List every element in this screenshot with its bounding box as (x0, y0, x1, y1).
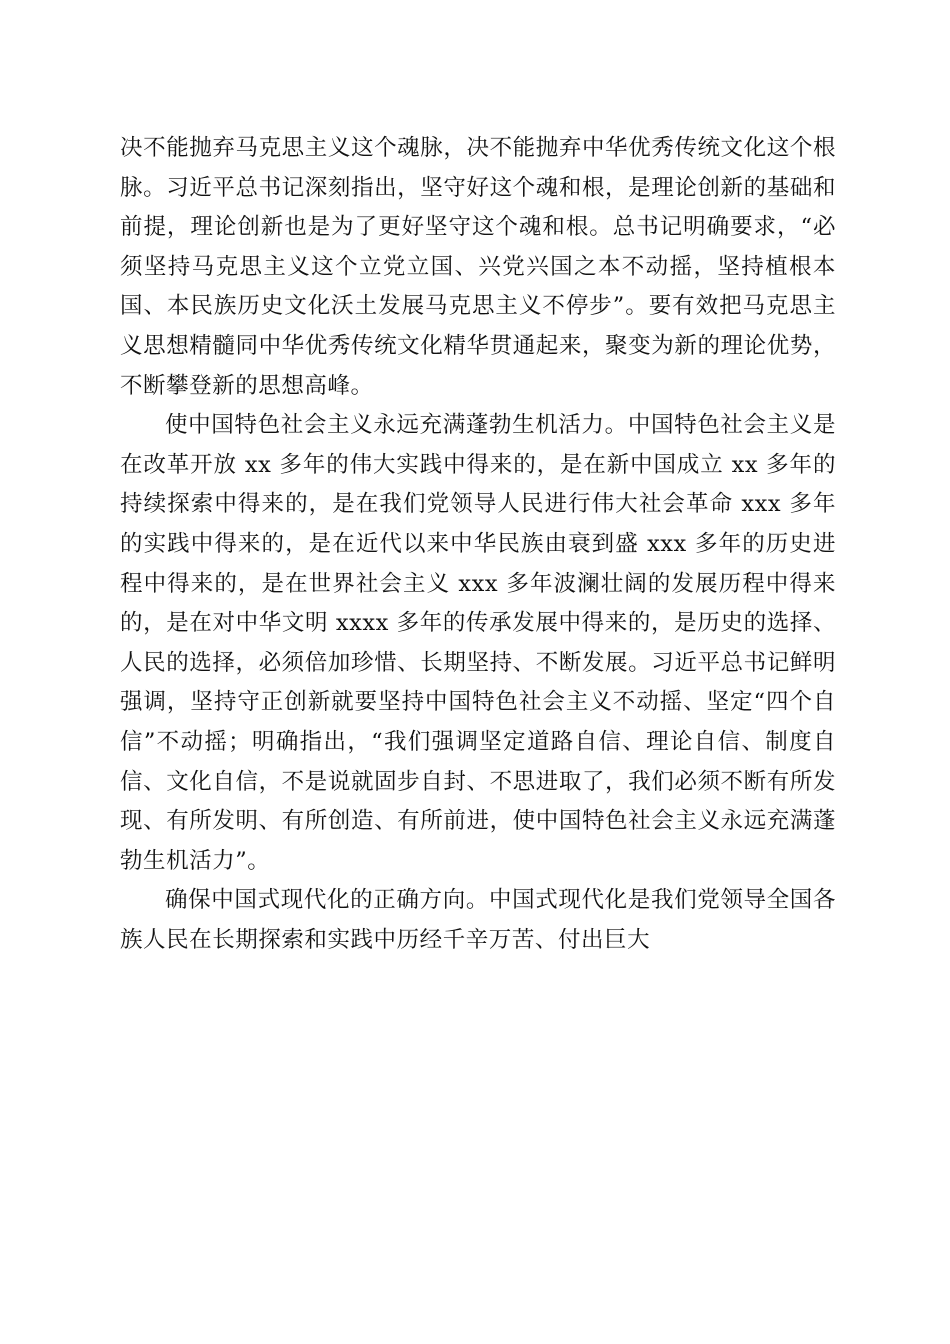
paragraph-continued: 决不能抛弃马克思主义这个魂脉，决不能抛弃中华优秀传统文化这个根脉。习近平总书记深刻指出，坚守好这个魂和根，是理论创新的基础和前提，理论创新也是为了更好坚守这个魂和根。总书记明确要求，“必须坚持马克思主义这个立党立国、兴党兴国之本不动摇，坚持植根本国、本民族历史文化沃土发展马克思主义不停步”。要有效把马克思主义思想精髓同中华优秀传统文化精华贯通起来，聚变为新的理论优势，不断攀登新的思想高峰。 (120, 135, 836, 399)
paragraph-socialism-vitality: 使中国特色社会主义永远充满蓬勃生机活力。中国特色社会主义是在改革开放 xx 多年的伟大实践中得来的，是在新中国成立 xx 多年的持续探索中得来的，是在我们党领导人民进行伟大社会革命 xxx 多年的实践中得来的，是在近代以来中华民族由衰到盛 xxx 多年的历史进程中得来的，是在世界社会主义 xxx 多年波澜壮阔的发展历程中得来的，是在对中华文明 xxxx 多年的传承发展中得来的，是历史的选择、人民的选择，必须倍加珍惜、长期坚持、不断发展。习近平总书记鲜明强调，坚持守正创新就要坚持中国特色社会主义不动摇、坚定“四个自信”不动摇；明确指出，“我们强调坚定道路自信、理论自信、制度自信、文化自信，不是说就固步自封、不思进取了，我们必须不断有所发现、有所发明、有所创造、有所前进，使中国特色社会主义永远充满蓬勃生机活力”。 (120, 412, 836, 874)
document-body (120, 129, 836, 960)
paragraph-modernization-direction: 确保中国式现代化的正确方向。中国式现代化是我们党领导全国各族人民在长期探索和实践中历经千辛万苦、付出巨大 (120, 887, 836, 953)
